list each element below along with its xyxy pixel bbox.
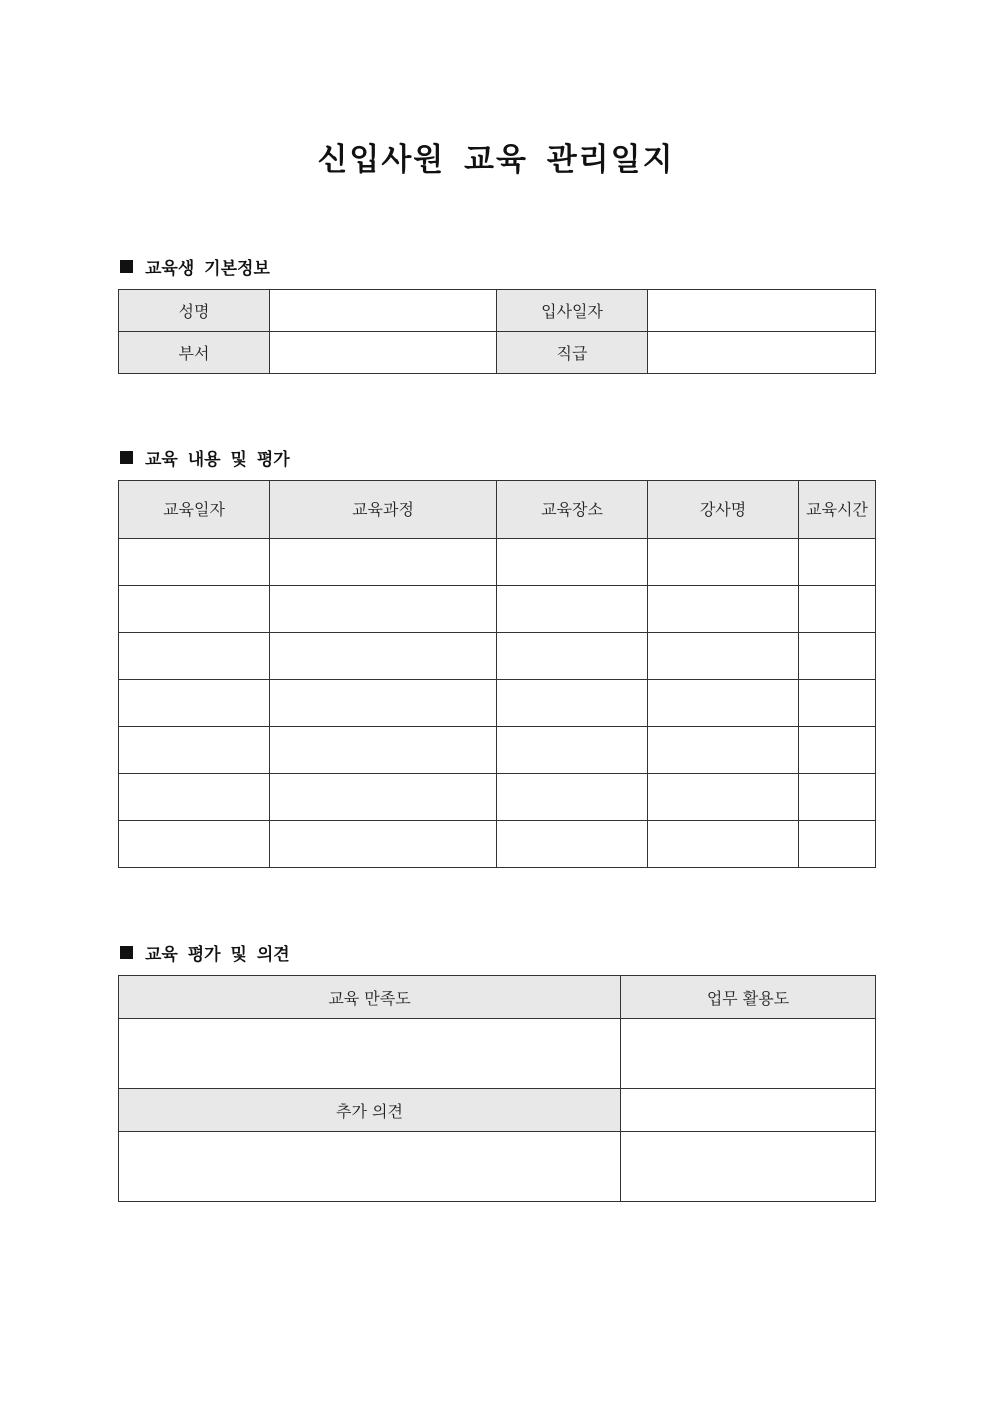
column-header-instructor: 강사명 [648,481,799,539]
cell-instructor[interactable] [648,539,799,586]
department-label: 부서 [119,332,270,374]
table-header-row [119,1089,876,1132]
satisfaction-label: 교육 만족도 [119,976,621,1019]
join-date-field[interactable] [648,290,876,332]
cell-course[interactable] [270,633,497,680]
cell-course[interactable] [270,680,497,727]
blank-cell [621,1132,876,1202]
cell-instructor[interactable] [648,633,799,680]
table-row [119,727,876,774]
cell-location[interactable] [497,727,648,774]
cell-instructor[interactable] [648,586,799,633]
table-header-row [119,976,876,1019]
additional-opinion-label: 추가 의견 [119,1089,621,1132]
table-row [119,633,876,680]
cell-hours[interactable] [799,586,876,633]
cell-hours[interactable] [799,680,876,727]
cell-date[interactable] [119,774,270,821]
table-row [119,290,876,332]
education-content-table [118,480,876,868]
column-header-course: 교육과정 [270,481,497,539]
cell-date[interactable] [119,539,270,586]
section-heading-content [120,445,290,470]
table-row [119,539,876,586]
position-label: 직급 [497,332,648,374]
cell-date[interactable] [119,680,270,727]
cell-date[interactable] [119,633,270,680]
cell-location[interactable] [497,821,648,868]
cell-hours[interactable] [799,727,876,774]
square-bullet-icon [120,946,133,959]
table-row [119,774,876,821]
column-header-hours: 교육시간 [799,481,876,539]
cell-date[interactable] [119,586,270,633]
cell-course[interactable] [270,539,497,586]
cell-location[interactable] [497,539,648,586]
table-header-row [119,481,876,539]
section-heading-label: 교육생 기본정보 [145,259,270,279]
section-heading-label: 교육 내용 및 평가 [145,450,290,470]
name-label: 성명 [119,290,270,332]
basic-info-table [118,289,876,374]
table-row [119,1019,876,1089]
department-field[interactable] [270,332,497,374]
column-header-location: 교육장소 [497,481,648,539]
cell-date[interactable] [119,821,270,868]
cell-hours[interactable] [799,539,876,586]
table-row [119,332,876,374]
cell-instructor[interactable] [648,680,799,727]
utilization-field[interactable] [621,1019,876,1089]
additional-opinion-field[interactable] [119,1132,621,1202]
cell-course[interactable] [270,586,497,633]
cell-course[interactable] [270,821,497,868]
square-bullet-icon [120,260,133,273]
cell-location[interactable] [497,633,648,680]
cell-hours[interactable] [799,633,876,680]
column-header-date: 교육일자 [119,481,270,539]
cell-date[interactable] [119,727,270,774]
name-field[interactable] [270,290,497,332]
table-row [119,680,876,727]
satisfaction-field[interactable] [119,1019,621,1089]
cell-hours[interactable] [799,774,876,821]
utilization-label: 업무 활용도 [621,976,876,1019]
square-bullet-icon [120,451,133,464]
cell-hours[interactable] [799,821,876,868]
cell-instructor[interactable] [648,821,799,868]
cell-course[interactable] [270,727,497,774]
position-field[interactable] [648,332,876,374]
section-heading-label: 교육 평가 및 의견 [145,945,290,965]
table-row [119,586,876,633]
cell-instructor[interactable] [648,727,799,774]
cell-instructor[interactable] [648,774,799,821]
table-row [119,1132,876,1202]
table-row [119,821,876,868]
join-date-label: 입사일자 [497,290,648,332]
cell-course[interactable] [270,774,497,821]
blank-cell [621,1089,876,1132]
section-heading-basic-info [120,254,270,279]
cell-location[interactable] [497,680,648,727]
cell-location[interactable] [497,774,648,821]
page-title: 신입사원 교육 관리일지 [317,142,675,178]
evaluation-table [118,975,876,1202]
section-heading-evaluation [120,940,290,965]
cell-location[interactable] [497,586,648,633]
